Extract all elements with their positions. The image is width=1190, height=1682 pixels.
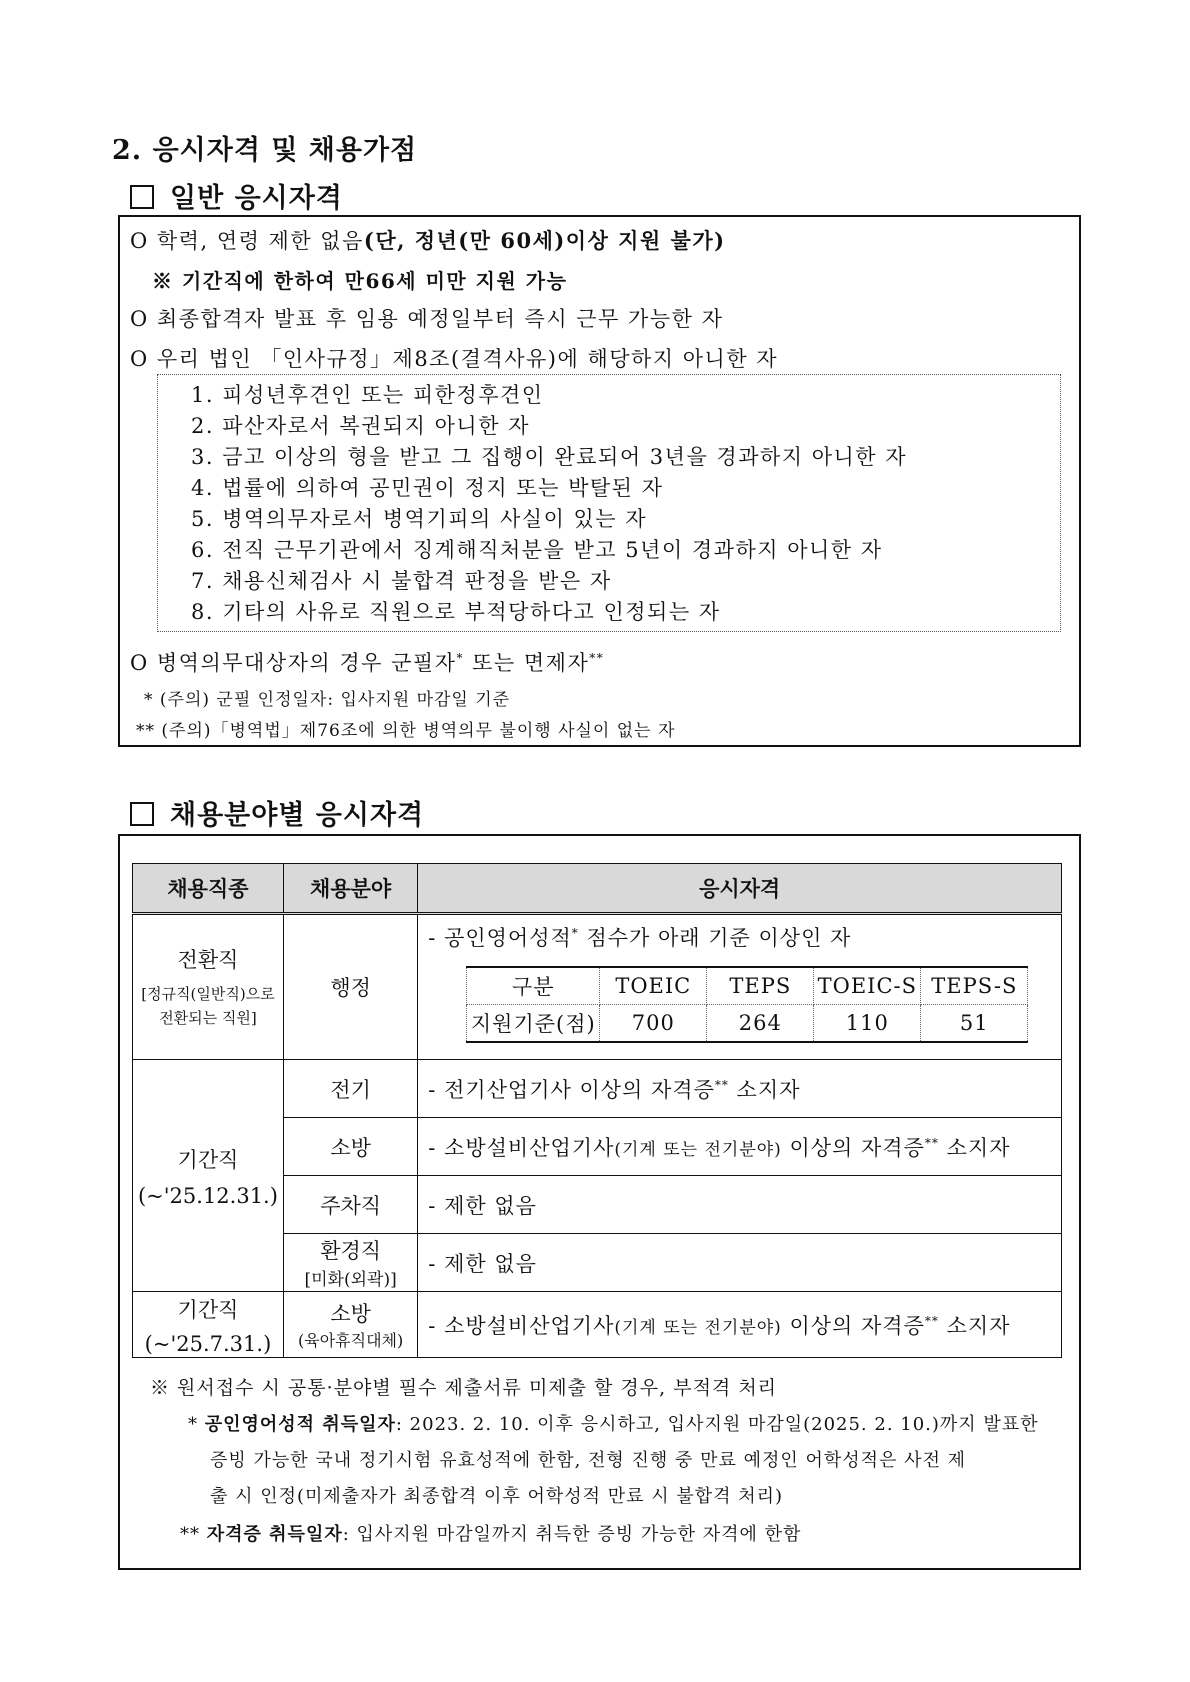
table-header: 채용분야	[283, 864, 417, 914]
score-value-row	[467, 1004, 1028, 1042]
type-cell: 전환직 [정규직(일반직)으로 전환되는 직원]	[133, 914, 284, 1060]
field-cell: 환경직 [미화(외곽)]	[283, 1234, 417, 1292]
score-value: 264	[707, 1004, 814, 1042]
military-line: O 병역의무대상자의 경우 군필자* 또는 면제자**	[130, 651, 605, 675]
list-item: 3. 금고 이상의 형을 받고 그 집행이 완료되어 3년을 경과하지 아니한 자	[191, 445, 908, 469]
table-header: 응시자격	[418, 864, 1062, 914]
qualification-table	[132, 863, 1062, 1358]
qual-cell: - 공인영어성적* 점수가 아래 기준 이상인 자 구분 TOEIC TEPS TOEIC-S TEPS-S 지원기준(점) 700 264 110 51	[418, 914, 1062, 1060]
list-item: 8. 기타의 사유로 직원으로 부적당하다고 인정되는 자	[191, 600, 721, 624]
english-score-note: * 공인영어성적 취득일자: 2023. 2. 10. 이후 응시하고, 입사지원 마감일(2025. 2. 10.)까지 발표한 증빙 가능한 국내 정기시험 유효성적에 한함, 전형 진행 중 만료 예정인 어학성적은 사전 제 출 시 인정(미제출자가 최종합격 이후 어학성적 만료 시 불합격 처리)	[188, 1414, 1039, 1507]
score-header: TEPS	[707, 967, 814, 1005]
availability-line: O 최종합격자 발표 후 임용 예정일부터 즉시 근무 가능한 자	[130, 307, 724, 331]
list-item: 1. 피성년후견인 또는 피한정후견인	[191, 383, 544, 407]
disqualification-list	[157, 374, 1061, 632]
field-cell: 주차직	[283, 1176, 417, 1234]
type-cell: 기간직 (~'25.7.31.)	[133, 1292, 284, 1358]
qual-cell: - 제한 없음	[418, 1176, 1062, 1234]
list-item: 2. 파산자로서 복권되지 아니한 자	[191, 414, 530, 438]
table-row	[133, 1060, 1062, 1118]
score-value: 110	[814, 1004, 921, 1042]
edu-age-line: O 학력, 연령 제한 없음(단, 정년(만 60세)이상 지원 불가)	[130, 228, 726, 253]
general-heading	[130, 176, 343, 215]
footnote-law: ** (주의)「병역법」제76조에 의한 병역의무 불이행 사실이 없는 자	[136, 721, 676, 741]
field-title: 채용분야별 응시자격	[170, 800, 425, 831]
footnote-military: * (주의) 군필 인정일자: 입사지원 마감일 기준	[144, 690, 511, 710]
score-value: 51	[921, 1004, 1028, 1042]
list-item: 4. 법률에 의하여 공민권이 정지 또는 박탈된 자	[191, 476, 664, 500]
score-header: TOEIC-S	[814, 967, 921, 1005]
score-header-row	[467, 967, 1028, 1005]
certificate-note: ** 자격증 취득일자: 입사지원 마감일까지 취득한 증빙 가능한 자격에 한함	[180, 1524, 802, 1545]
score-value: 지원기준(점)	[467, 1004, 600, 1042]
table-header-row	[133, 864, 1062, 914]
table-row	[133, 1292, 1062, 1358]
score-table	[466, 966, 1028, 1043]
notice-main: ※ 원서접수 시 공통·분야별 필수 제출서류 미제출 할 경우, 부적격 처리	[150, 1377, 778, 1399]
section-title: 2. 응시자격 및 채용가점	[112, 135, 418, 166]
list-item: 5. 병역의무자로서 병역기피의 사실이 있는 자	[191, 507, 648, 531]
field-heading	[130, 793, 424, 832]
list-item: 6. 전직 근무기관에서 징계해직처분을 받고 5년이 경과하지 아니한 자	[191, 538, 883, 562]
field-cell: 전기	[283, 1060, 417, 1118]
checkbox-icon	[130, 185, 154, 209]
qual-cell: - 소방설비산업기사(기계 또는 전기분야) 이상의 자격증** 소지자	[418, 1118, 1062, 1176]
rule-line: O 우리 법인 「인사규정」제8조(결격사유)에 해당하지 아니한 자	[130, 347, 779, 371]
list-item: 7. 채용신체검사 시 불합격 판정을 받은 자	[191, 569, 612, 593]
general-title: 일반 응시자격	[170, 183, 343, 214]
checkbox-icon	[130, 802, 154, 826]
score-header: TEPS-S	[921, 967, 1028, 1005]
term-age-note: ※ 기간직에 한하여 만66세 미만 지원 가능	[152, 269, 568, 293]
field-cell: 행정	[283, 914, 417, 1060]
type-cell: 기간직 (~'25.12.31.)	[133, 1060, 284, 1292]
score-header: TOEIC	[600, 967, 707, 1005]
field-cell: 소방	[283, 1118, 417, 1176]
qual-cell: - 제한 없음	[418, 1234, 1062, 1292]
general-frame	[118, 215, 1081, 747]
qual-cell: - 전기산업기사 이상의 자격증** 소지자	[418, 1060, 1062, 1118]
field-cell: 소방 (육아휴직대체)	[283, 1292, 417, 1358]
table-header: 채용직종	[133, 864, 284, 914]
score-value: 700	[600, 1004, 707, 1042]
score-header: 구분	[467, 967, 600, 1005]
qual-cell: - 소방설비산업기사(기계 또는 전기분야) 이상의 자격증** 소지자	[418, 1292, 1062, 1358]
table-row	[133, 914, 1062, 1060]
